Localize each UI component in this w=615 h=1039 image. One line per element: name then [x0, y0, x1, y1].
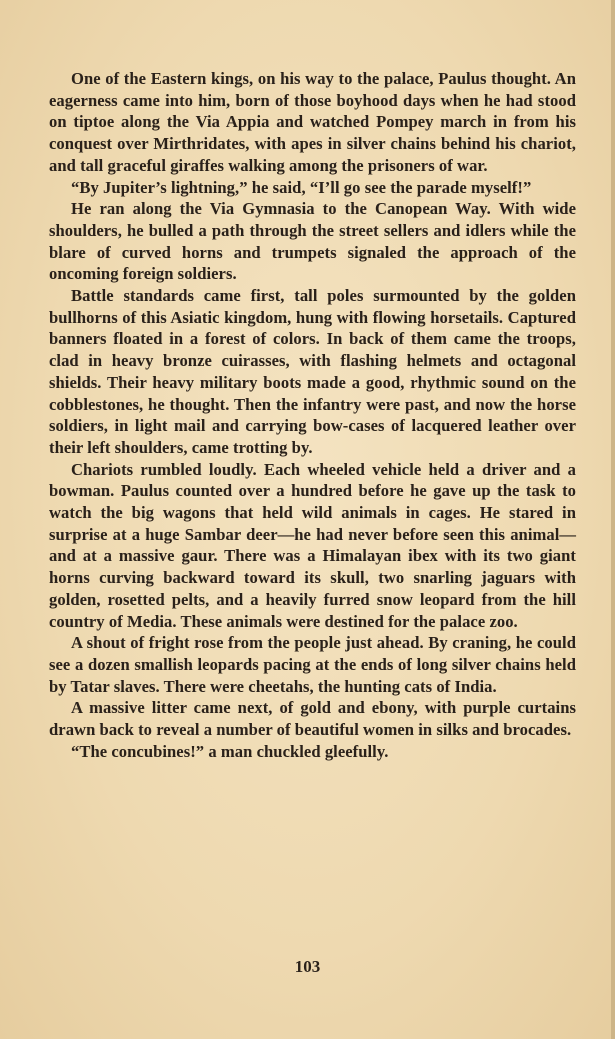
- paragraph: Battle standards came first, tall poles surmounted by the golden bullhorns of this Asiatic kingdom, hung with flowing horsetails. Captured banners floated in a forest of colors. In back of them came the troops, clad in heavy bronze cuirasses, with flashing helmets and octagonal shields. Their heavy military boots made a good, rhythmic sound on the cobblestones, he thought. Then the infantry were past, and now the horse soldiers, in light mail and carrying bow-cases of lacquered leather over their left shoulders, came trotting by.: [49, 286, 576, 457]
- paragraph: One of the Eastern kings, on his way to the palace, Paulus thought. An eagerness came into him, born of those boyhood days when he had stood on tiptoe along the Via Appia and watched Pompey march in from his conquest over Mirthridates, with apes in silver chains behind his chariot, and tall graceful giraffes walking among the prisoners of war.: [49, 69, 576, 175]
- paragraph: A massive litter came next, of gold and ebony, with purple curtains drawn back to reveal a number of beautiful women in silks and brocades.: [49, 698, 576, 740]
- paragraph: “By Jupiter’s lightning,” he said, “I’ll go see the parade myself!”: [71, 177, 532, 197]
- paragraph: “The concubines!” a man chuckled gleefully.: [71, 741, 389, 761]
- paragraph: Chariots rumbled loudly. Each wheeled vehicle held a driver and a bowman. Paulus counted over a hundred before he gave up the task to watch the big wagons that held wild animals in cages. He stared in surprise at a huge Sambar deer—he had never before seen this animal—and at a massive gaur. There was a Himalayan ibex with its two giant horns curving backward toward its skull, two snarling jaguars with golden, rosetted pelts, and a heavily furred snow leopard from the hill country of Media. These animals were destined for the palace zoo.: [49, 459, 576, 631]
- paragraph: He ran along the Via Gymnasia to the Canopean Way. With wide shoulders, he bulled a path through the street sellers and idlers while the blare of curved horns and trumpets signaled the approach of the oncoming foreign soldiers.: [49, 199, 576, 284]
- body-text: [49, 68, 576, 763]
- paragraph: A shout of fright rose from the people just ahead. By craning, he could see a dozen smallish leopards pacing at the ends of long silver chains held by Tatar slaves. There were cheetahs, the hunting cats of India.: [49, 633, 576, 696]
- page-number: 103: [294, 957, 321, 976]
- page-edge: [611, 0, 615, 1039]
